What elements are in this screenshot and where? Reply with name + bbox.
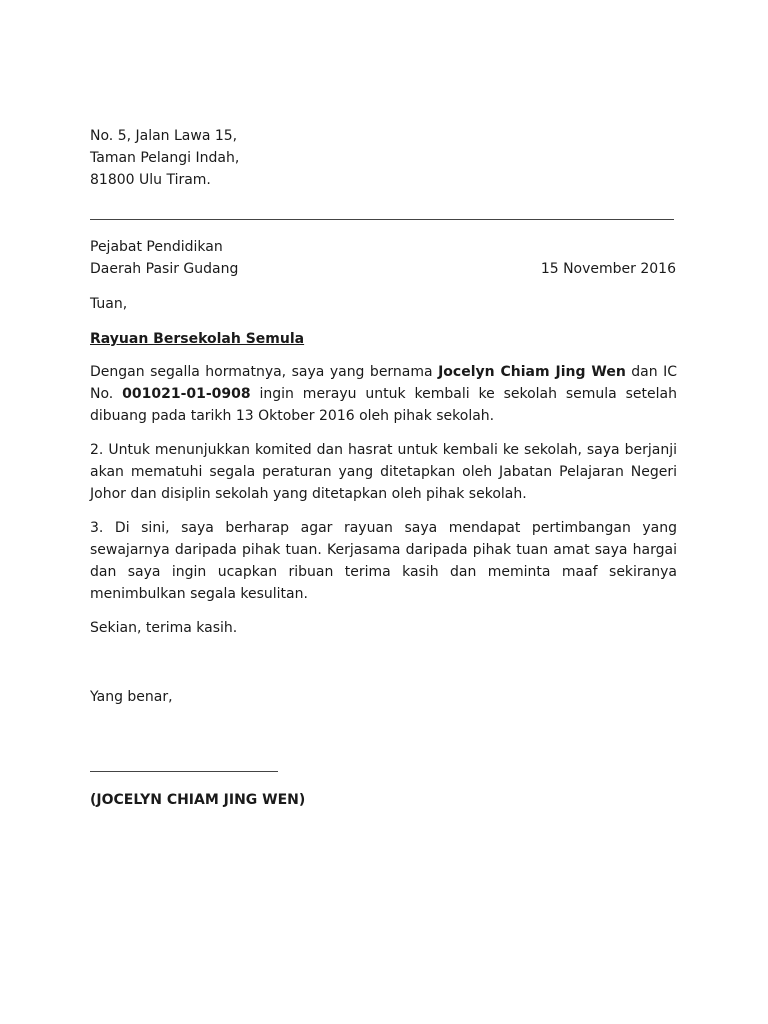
ic-number: 001021-01-0908 <box>122 386 251 402</box>
signature-line <box>90 771 278 772</box>
sender-address-line-2: Taman Pelangi Indah, <box>90 150 240 166</box>
paragraph-3: 3. Di sini, saya berharap agar rayuan saya mendapat pertimbangan yang sewajarnya daripada pihak tuan. Kerjasama daripada pihak tuan amat saya hargai dan saya ingin ucapkan ribuan terima kasih dan meminta maaf sekiranya menimbulkan segala kesulitan. <box>90 520 677 602</box>
sender-address-line-1: No. 5, Jalan Lawa 15, <box>90 128 238 144</box>
paragraph-1-part-2: dan IC No. <box>90 364 677 402</box>
salutation: Tuan, <box>90 296 128 312</box>
signature-name: (JOCELYN CHIAM JING WEN) <box>90 792 306 808</box>
letter-date: 15 November 2016 <box>540 261 676 277</box>
header-divider <box>90 219 674 220</box>
student-name: Jocelyn Chiam Jing Wen <box>438 364 626 380</box>
recipient-line-1: Pejabat Pendidikan <box>90 239 223 255</box>
signoff: Yang benar, <box>90 689 173 705</box>
paragraph-1-part-3: ingin merayu untuk kembali ke sekolah semula setelah dibuang pada tarikh 13 Oktober 2016 oleh pihak sekolah. <box>90 386 677 424</box>
paragraph-2: 2. Untuk menunjukkan komited dan hasrat untuk kembali ke sekolah, saya berjanji akan mematuhi segala peraturan yang ditetapkan oleh Jabatan Pelajaran Negeri Johor dan disiplin sekolah yang ditetapkan oleh pihak sekolah. <box>90 442 677 502</box>
sender-address-line-3: 81800 Ulu Tiram. <box>90 172 211 188</box>
recipient-line-2: Daerah Pasir Gudang <box>90 261 239 277</box>
paragraph-1 <box>90 361 677 427</box>
paragraph-1-part-1: Dengan segalla hormatnya, saya yang bernama <box>90 364 439 380</box>
closing-line: Sekian, terima kasih. <box>90 620 238 636</box>
letter-subject: Rayuan Bersekolah Semula <box>90 331 305 347</box>
